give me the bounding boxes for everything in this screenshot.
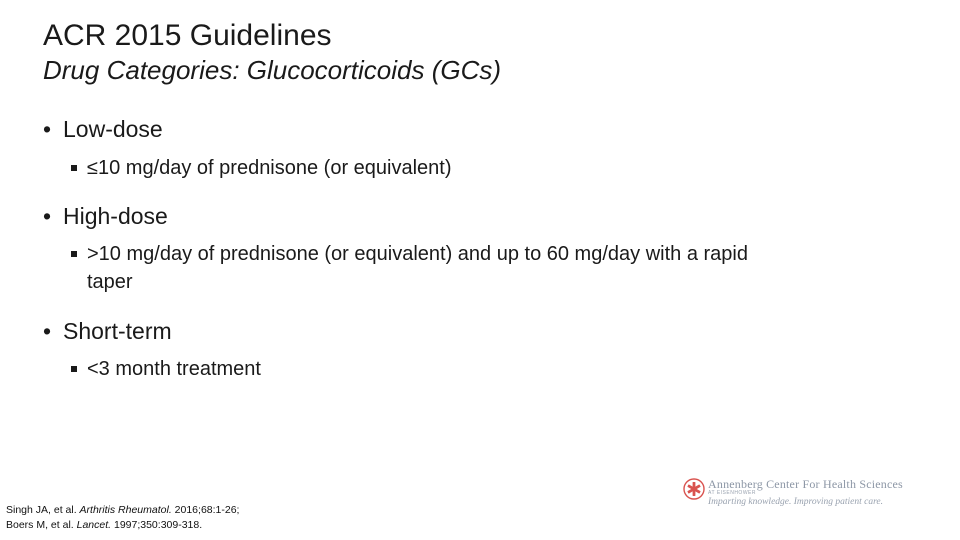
bullet-label: Short-term	[63, 318, 172, 344]
sub-bullet-text: <3 month treatment	[87, 358, 261, 380]
references	[6, 503, 239, 533]
bullet-short-term	[43, 317, 172, 345]
sub-bullet-text: >10 mg/day of prednisone (or equivalent) and up to 60 mg/day with a rapid taper	[87, 243, 748, 293]
square-bullet-icon	[71, 251, 77, 257]
logo-name: Annenberg Center For Health Sciences	[708, 477, 903, 491]
bullet-low-dose	[43, 115, 163, 143]
annenberg-logo	[683, 476, 943, 512]
bullet-label: High-dose	[63, 203, 168, 229]
reference-1	[6, 503, 239, 518]
sub-bullet-text: ≤10 mg/day of prednisone (or equivalent)	[87, 157, 452, 179]
reference-journal: Lancet.	[76, 519, 112, 531]
sub-bullet-low-dose	[71, 154, 771, 182]
sub-bullet-high-dose	[71, 240, 771, 296]
reference-authors: Singh JA, et al.	[6, 504, 80, 516]
logo-subtitle: AT EISENHOWER	[708, 490, 756, 496]
bullet-glyph: •	[43, 116, 52, 142]
bullet-label: Low-dose	[63, 116, 163, 142]
reference-citation: 1997;350:309-318.	[111, 519, 203, 531]
slide-title: ACR 2015 Guidelines	[43, 19, 332, 52]
bullet-glyph: •	[43, 318, 52, 344]
slide-subtitle: Drug Categories: Glucocorticoids (GCs)	[43, 55, 502, 85]
reference-2	[6, 518, 239, 533]
medical-star-icon	[683, 478, 705, 500]
reference-citation: 2016;68:1-26;	[171, 504, 240, 516]
sub-bullet-short-term	[71, 355, 771, 383]
square-bullet-icon	[71, 366, 77, 372]
logo-tagline: Imparting knowledge. Improving patient care.	[708, 497, 884, 507]
reference-journal: Arthritis Rheumatol.	[79, 504, 172, 516]
square-bullet-icon	[71, 165, 77, 171]
bullet-high-dose	[43, 202, 168, 230]
bullet-glyph: •	[43, 203, 52, 229]
reference-authors: Boers M, et al.	[6, 519, 77, 531]
